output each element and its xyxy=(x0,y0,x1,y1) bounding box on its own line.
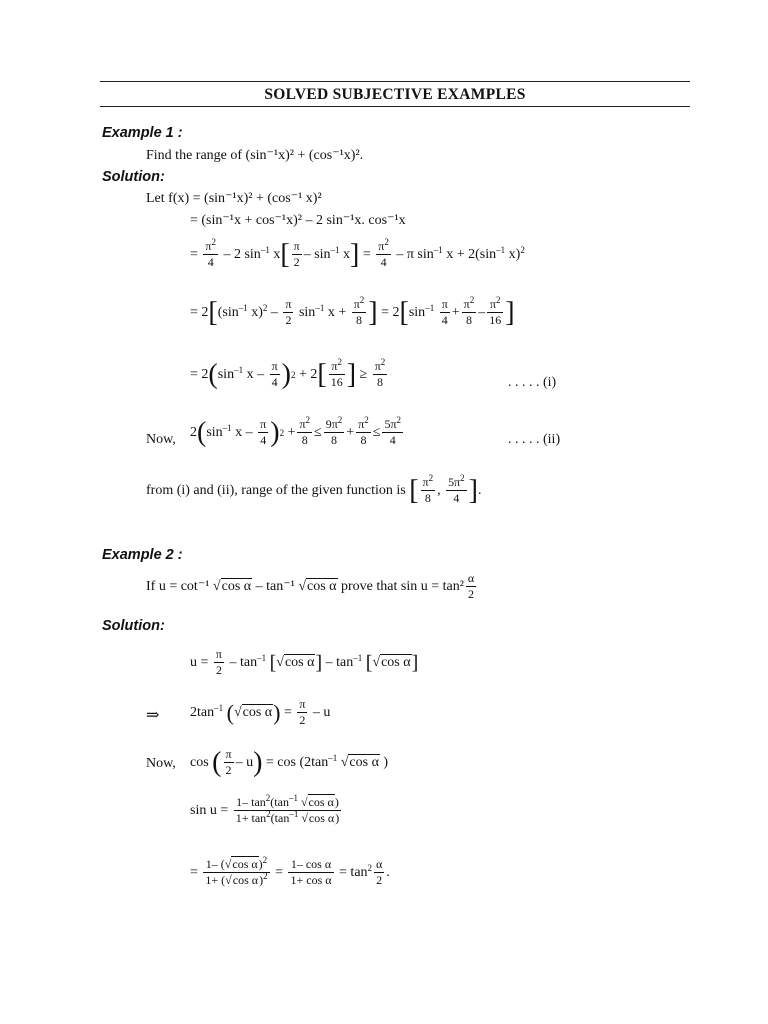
solution-1-step-4: = 2 [ ($\sin^{-1}$ x)$^2$ – π 2 $\sin^{-1} x$ + $\frac{\pi^2}{8}$ ] = 2 [ $\sin^{-1}$ π 4 + $\frac{\pi^2}{8}$ – $\pi^2$ 16 ] xyxy=(190,295,515,328)
top-rule xyxy=(100,81,690,82)
solution-2-step-1: u = $\frac{\pi}{2}$ – $\tan^{-1}$ [ √cos α ] – $\tan^{-1}$ [ √cos α ] xyxy=(190,647,419,678)
conclusion-text: from (i) and (ii), range of the given function is xyxy=(146,482,406,498)
solution-1-step-3: = $\frac{\pi^2}{4}$ – 2 $\sin^{-1} x$ [ π 2 – $\sin^{-1} x$ ] = $\frac{\pi^2}{4}$ – π $\sin^{-1} x + 2(\sin^{-1}$ x)$^2$ xyxy=(190,237,525,270)
solution-1-conclusion: from (i) and (ii), range of the given function is [ $\pi^2$ 8 , $5\pi^2$ 4 ] . xyxy=(146,473,482,506)
solution-2-label: Solution: xyxy=(102,618,165,634)
example-2-label: Example 2 : xyxy=(102,547,183,563)
now-label-2: Now, xyxy=(146,756,176,771)
solution-2-step-2: $2\tan^{-1}$ ( √cos α ) = $\frac{\pi}{2}$ – u xyxy=(190,697,331,728)
solution-1-step-5: = 2 ( $\sin^{-1} x$ – π 4 ) 2 + 2 [ $\pi^2$ 16 ] ≥ $\frac{\pi^2}{8}$ xyxy=(190,357,386,390)
example-1-problem: Find the range of (sin⁻¹x)² + (cos⁻¹x)². xyxy=(146,148,364,163)
solution-1-label: Solution: xyxy=(102,169,165,185)
solution-1-step-1: Let f(x) = (sin⁻¹x)² + (cos⁻¹ x)² xyxy=(146,191,322,206)
example-2-problem: If u = cot⁻¹ √cos α – tan⁻¹ √cos α prove that sin u = tan² α 2 xyxy=(146,571,475,602)
solution-2-step-3: cos ( π 2 – u ) = $\cos (2\tan^{-1}$ √cos α ) xyxy=(190,746,389,778)
solution-2-step-5: = $\frac{1- (√\cos \alpha)^2}{1+ (√\cos \alpha)^2}$ = $\frac{\text{1– cos α}}{\text{1+ cos α}}$ = $\tan^2$ α 2 . xyxy=(190,855,390,888)
header-underline xyxy=(100,106,690,107)
equation-tag-ii: . . . . . (ii) xyxy=(508,432,561,447)
solution-2-step-4: sin u = $\frac{1- \tan^2(\tan^{-1} √\cos \alpha)}{1+ \tan^2(\tan^{-1} √\cos \alpha)}$ xyxy=(190,793,340,826)
example-1-label: Example 1 : xyxy=(102,125,183,141)
page-title: SOLVED SUBJECTIVE EXAMPLES xyxy=(264,86,526,103)
problem-2-part-3: prove that sin u = tan² xyxy=(341,578,464,594)
now-label-1: Now, xyxy=(146,432,176,447)
equation-tag-i: . . . . . (i) xyxy=(508,375,557,390)
solution-1-step-6: 2 ( $\sin^{-1} x$ – π 4 ) 2 + $\frac{\pi^2}{8}$ ≤ $\frac{9\pi^2}{8}$ + $\frac{\pi^2}{8}$ ≤ $\frac{5\pi^2}{4}$ xyxy=(190,415,401,448)
problem-2-part-2: – tan⁻¹ xyxy=(255,579,295,595)
problem-2-part-1: If u = cot⁻¹ xyxy=(146,579,210,595)
implies-symbol: ⇒ xyxy=(146,707,160,724)
solution-1-step-2: = (sin⁻¹x + cos⁻¹x)² – 2 sin⁻¹x. cos⁻¹x xyxy=(190,213,406,228)
